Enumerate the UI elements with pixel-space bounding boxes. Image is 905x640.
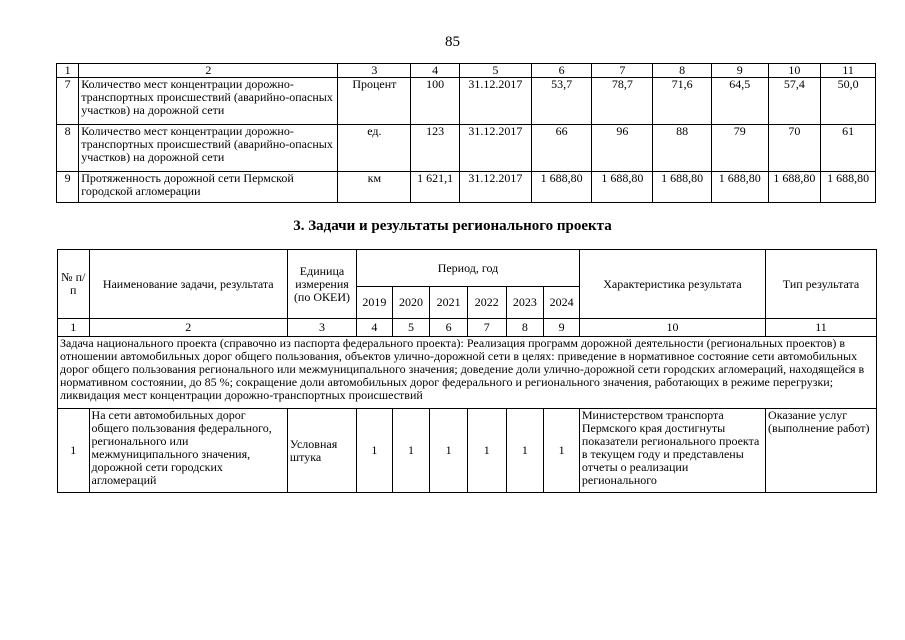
value-2020: 1 688,80: [592, 172, 653, 203]
index-cell: 5: [392, 319, 430, 337]
task-text: Задача национального проекта (справочно из паспорта федерального проекта): Реализация программ дорожной деятельности (региональных проектов) в отношении автомобильных дорог общего пользования, объектов улично-дорожной сети в целях: приведение в нормативное состояние сети автомобильных дорог общего пользования регионального или межмуниципального значения; доведение доли улично-дорожной сети городских агломераций, находящейся в нормативном состоянии, до 85 %; сокращение доли автомобильных дорог федерального и регионального значения, работающих в режиме перегрузки; ликвидация мест концентрации дорожно-транспортных происшествий: [58, 337, 877, 409]
value-2024: 61: [821, 125, 876, 172]
year-header: 2022: [467, 287, 506, 319]
value-2022: 1 688,80: [711, 172, 768, 203]
base-value: 1 621,1: [411, 172, 460, 203]
value-2020: 96: [592, 125, 653, 172]
index-cell: 3: [287, 319, 356, 337]
value-2024: 1 688,80: [821, 172, 876, 203]
index-cell: 2: [89, 319, 287, 337]
index-cell: 11: [766, 319, 877, 337]
header-cell: 10: [768, 64, 821, 78]
value-2021: 71,6: [653, 78, 712, 125]
index-cell: 7: [467, 319, 506, 337]
indicator-name: Протяженность дорожной сети Пермской городской агломерации: [79, 172, 338, 203]
indicators-table: [56, 63, 876, 203]
indicators-header-row: [57, 64, 876, 78]
result-characteristic: Министерством транспорта Пермского края достигнуты показатели регионального проекта в текущем году и представлены отчеты о реализации регионального: [579, 409, 765, 493]
row-number: 9: [57, 172, 79, 203]
value-2022: 79: [711, 125, 768, 172]
header-cell: 2: [79, 64, 338, 78]
tasks-results-table: [57, 249, 877, 493]
header-cell: 3: [338, 64, 411, 78]
value-2023: 70: [768, 125, 821, 172]
header-cell: 7: [592, 64, 653, 78]
year-value: 1: [392, 409, 430, 493]
table-row: [57, 172, 876, 203]
base-date: 31.12.2017: [459, 172, 531, 203]
year-header: 2021: [430, 287, 468, 319]
value-2021: 88: [653, 125, 712, 172]
year-value: 1: [357, 409, 393, 493]
value-2023: 1 688,80: [768, 172, 821, 203]
year-header: 2019: [357, 287, 393, 319]
row-number: 8: [57, 125, 79, 172]
header-cell: 6: [531, 64, 592, 78]
table-row: [57, 78, 876, 125]
name-header: Наименование задачи, результата: [89, 250, 287, 319]
year-value: 1: [544, 409, 580, 493]
year-header: 2020: [392, 287, 430, 319]
base-date: 31.12.2017: [459, 78, 531, 125]
page-number: 85: [445, 34, 460, 50]
indicator-unit: Процент: [338, 78, 411, 125]
header-cell: 4: [411, 64, 460, 78]
index-cell: 1: [58, 319, 90, 337]
base-date: 31.12.2017: [459, 125, 531, 172]
year-header: 2023: [506, 287, 544, 319]
period-header: Период, год: [357, 250, 580, 287]
base-value: 123: [411, 125, 460, 172]
result-unit: Условная штука: [287, 409, 356, 493]
value-2023: 57,4: [768, 78, 821, 125]
header-cell: 5: [459, 64, 531, 78]
index-cell: 10: [579, 319, 765, 337]
characteristic-header: Характеристика результата: [579, 250, 765, 319]
indicator-name: Количество мест концентрации дорожно-транспортных происшествий (аварийно-опасных участков) на дорожной сети: [79, 125, 338, 172]
row-number: 7: [57, 78, 79, 125]
table-head-row: [58, 250, 877, 287]
result-type: Оказание услуг (выполнение работ): [766, 409, 877, 493]
year-value: 1: [430, 409, 468, 493]
index-cell: 4: [357, 319, 393, 337]
table-row: [58, 409, 877, 493]
indicator-name: Количество мест концентрации дорожно-транспортных происшествий (аварийно-опасных участков) на дорожной сети: [79, 78, 338, 125]
table-row: [57, 125, 876, 172]
result-name: На сети автомобильных дорог общего пользования федерального, регионального или межмуниципального значения, дорожной сети городских агломераций: [89, 409, 287, 493]
task-row: [58, 337, 877, 409]
indicator-unit: ед.: [338, 125, 411, 172]
header-cell: 9: [711, 64, 768, 78]
value-2019: 66: [531, 125, 592, 172]
index-cell: 9: [544, 319, 580, 337]
type-header: Тип результата: [766, 250, 877, 319]
index-cell: 8: [506, 319, 544, 337]
header-cell: 11: [821, 64, 876, 78]
page-bottom-blank: [0, 498, 905, 640]
year-header: 2024: [544, 287, 580, 319]
index-cell: 6: [430, 319, 468, 337]
value-2024: 50,0: [821, 78, 876, 125]
header-cell: 8: [653, 64, 712, 78]
value-2021: 1 688,80: [653, 172, 712, 203]
num-header: № п/п: [58, 250, 90, 319]
index-row: [58, 319, 877, 337]
unit-header: Единица измерения (по ОКЕИ): [287, 250, 356, 319]
base-value: 100: [411, 78, 460, 125]
row-number: 1: [58, 409, 90, 493]
value-2019: 1 688,80: [531, 172, 592, 203]
header-cell: 1: [57, 64, 79, 78]
value-2020: 78,7: [592, 78, 653, 125]
value-2019: 53,7: [531, 78, 592, 125]
year-value: 1: [506, 409, 544, 493]
value-2022: 64,5: [711, 78, 768, 125]
year-value: 1: [467, 409, 506, 493]
indicator-unit: км: [338, 172, 411, 203]
section-title: 3. Задачи и результаты регионального проекта: [293, 218, 612, 234]
